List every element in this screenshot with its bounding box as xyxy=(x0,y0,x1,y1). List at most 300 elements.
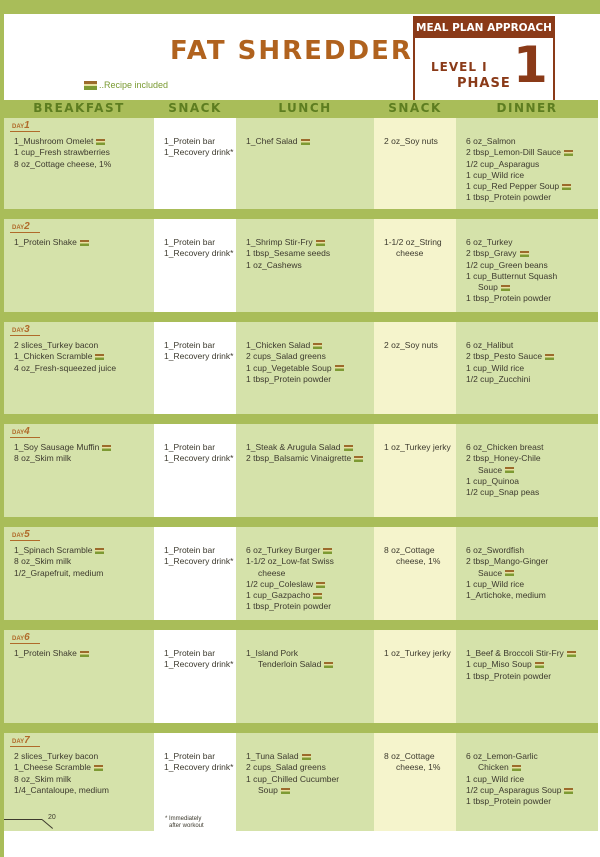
meal-item-list xyxy=(164,648,233,671)
meal-item-text: 1/2 cup_Green beans xyxy=(466,259,548,270)
day-label xyxy=(12,324,30,335)
meal-item-text: 1_Recovery drink* xyxy=(164,659,234,670)
meal-item xyxy=(246,579,334,590)
day-1-snack-2-cell xyxy=(374,118,456,216)
meal-item-list xyxy=(384,237,442,260)
meal-item-text: 2 tbsp_Lemon-Dill Sauce xyxy=(466,147,561,158)
meal-item-text: 1_Protein bar xyxy=(164,545,216,555)
day-4-lunch-cell xyxy=(236,424,374,522)
meal-item xyxy=(466,487,544,498)
meal-item-list xyxy=(164,545,233,568)
meal-item xyxy=(466,648,576,659)
meal-item xyxy=(246,659,333,670)
meal-item xyxy=(164,136,233,147)
meal-item-text: 1 cup_Red Pepper Soup xyxy=(466,181,560,192)
meal-item-text: 1 tbsp_Protein powder xyxy=(466,670,552,681)
day-5-snack-2-cell xyxy=(374,527,456,625)
meal-item xyxy=(164,556,233,567)
meal-item-text: 6 oz_Salmon xyxy=(466,136,516,146)
meal-item-text: 1 oz_Turkey jerky xyxy=(384,648,451,658)
recipe-icon xyxy=(316,582,325,588)
recipe-icon xyxy=(564,150,573,156)
page-number: 20 xyxy=(48,814,56,821)
recipe-icon xyxy=(323,548,332,554)
recipe-icon xyxy=(281,788,290,794)
day-word: DAY xyxy=(12,328,25,334)
day-number: 7 xyxy=(24,735,30,746)
meal-item xyxy=(164,648,233,659)
meal-item xyxy=(164,147,233,158)
day-2-snack-2-cell xyxy=(374,219,456,317)
meal-item-text: 4 oz_Fresh-squeezed juice xyxy=(14,362,117,373)
day-number: 6 xyxy=(24,632,30,643)
badge-phase: PHASE xyxy=(457,76,511,91)
meal-item-text: 2 cups_Salad greens xyxy=(246,351,326,362)
recipe-icon xyxy=(354,456,363,462)
day-number: 4 xyxy=(24,426,30,437)
meal-item xyxy=(466,260,557,271)
meal-item-list xyxy=(384,340,438,351)
top-accent-bar xyxy=(0,0,600,14)
meal-item xyxy=(14,545,104,556)
day-word: DAY xyxy=(12,124,25,130)
meal-item-text: 1_Recovery drink* xyxy=(164,248,234,259)
day-number: 2 xyxy=(24,221,30,232)
meal-item xyxy=(466,465,544,476)
meal-item-text: 1 cup_Wild rice xyxy=(466,773,525,784)
recipe-legend-label: ..Recipe included xyxy=(99,80,169,90)
meal-item-list xyxy=(384,648,451,659)
day-label-rule xyxy=(10,746,40,747)
meal-item xyxy=(384,751,440,762)
meal-item xyxy=(246,260,330,271)
meal-item xyxy=(164,248,233,259)
meal-item-list xyxy=(466,545,548,601)
day-4-snack-2-cell xyxy=(374,424,456,522)
meal-item xyxy=(384,762,440,773)
meal-item xyxy=(466,590,548,601)
meal-item xyxy=(164,340,233,351)
meal-item xyxy=(466,762,573,773)
meal-item-text: 1 cup_Chilled Cucumber xyxy=(246,773,340,784)
meal-item-text: 8 oz_Skim milk xyxy=(14,556,72,567)
meal-item-text: 8 oz_Cottage cheese, 1% xyxy=(14,158,112,169)
meal-item-text: 1/2 cup_Asparagus Soup xyxy=(466,784,562,795)
meal-item-text: 1_Protein bar xyxy=(164,340,216,350)
meal-item-list xyxy=(164,751,233,774)
day-number: 3 xyxy=(24,324,30,335)
meal-item-text: cheese xyxy=(258,567,286,578)
meal-item-list xyxy=(246,545,334,613)
day-7-snack-2-cell xyxy=(374,733,456,831)
recipe-icon xyxy=(96,139,105,145)
meal-item xyxy=(246,751,339,762)
day-word: DAY xyxy=(12,225,25,231)
recipe-icon xyxy=(564,788,573,794)
recipe-icon xyxy=(501,285,510,291)
meal-item xyxy=(466,556,548,567)
meal-item-text: 6 oz_Turkey xyxy=(466,237,513,247)
row-separator xyxy=(4,517,598,527)
meal-item xyxy=(466,671,576,682)
meal-item xyxy=(246,442,363,453)
recipe-icon xyxy=(505,467,514,473)
meal-item xyxy=(164,351,233,362)
meal-item-list xyxy=(14,442,111,465)
meal-item xyxy=(14,136,111,147)
recipe-icon xyxy=(313,593,322,599)
meal-item-list xyxy=(384,136,438,147)
meal-item xyxy=(14,159,111,170)
meal-item-text: 1 oz_Turkey jerky xyxy=(384,442,451,452)
meal-item-text: 1 tbsp_Protein powder xyxy=(246,601,332,612)
meal-item xyxy=(246,363,344,374)
day-3-snack-2-cell xyxy=(374,322,456,420)
meal-item xyxy=(246,785,339,796)
meal-item xyxy=(384,248,442,259)
day-4-breakfast-cell xyxy=(4,424,154,522)
meal-item xyxy=(164,545,233,556)
meal-item xyxy=(466,282,557,293)
meal-item xyxy=(466,374,554,385)
phase-badge xyxy=(413,16,555,102)
recipe-icon xyxy=(562,184,571,190)
meal-item-text: 1-1/2 oz_Low-fat Swiss xyxy=(246,556,334,567)
day-label xyxy=(12,221,30,232)
meal-item-list xyxy=(246,237,330,271)
recipe-icon xyxy=(512,765,521,771)
meal-item xyxy=(164,762,233,773)
meal-item xyxy=(14,762,109,773)
day-label xyxy=(12,632,30,643)
meal-item-text: 1_Tuna Salad xyxy=(246,751,299,761)
meal-item-list xyxy=(246,648,333,671)
meal-item-text: Soup xyxy=(478,282,498,293)
recipe-icon xyxy=(545,354,554,360)
meal-item-text: cheese, 1% xyxy=(396,762,441,773)
meal-item-text: 1/2 cup_Snap peas xyxy=(466,487,540,498)
recipe-icon xyxy=(313,343,322,349)
row-separator xyxy=(4,620,598,630)
column-header-snack-2: SNACK xyxy=(388,101,442,115)
day-2-breakfast-cell xyxy=(4,219,154,317)
badge-phase-number: 1 xyxy=(513,36,548,94)
meal-item-list xyxy=(14,751,109,796)
meal-item xyxy=(466,271,557,282)
recipe-icon xyxy=(94,765,103,771)
meal-item xyxy=(466,785,573,796)
meal-item xyxy=(246,568,334,579)
meal-item-list xyxy=(246,136,310,147)
meal-item xyxy=(466,147,573,158)
meal-item-text: 1 cup_Fresh strawberries xyxy=(14,147,110,158)
recipe-icon xyxy=(80,651,89,657)
meal-item xyxy=(246,248,330,259)
meal-item-text: 8 oz_Cottage xyxy=(384,545,435,555)
meal-item-list xyxy=(384,751,440,774)
meal-item xyxy=(466,796,573,807)
meal-item xyxy=(246,351,344,362)
row-separator xyxy=(4,312,598,322)
recipe-icon xyxy=(301,139,310,145)
day-1-snack-1-cell xyxy=(154,118,236,216)
meal-item-text: 6 oz_Lemon-Garlic xyxy=(466,751,538,761)
meal-item-list xyxy=(14,237,89,248)
meal-item xyxy=(466,751,573,762)
meal-item xyxy=(384,556,440,567)
meal-item xyxy=(384,442,451,453)
meal-item-text: 2 oz_Soy nuts xyxy=(384,340,438,350)
day-label-rule xyxy=(10,335,40,336)
meal-item xyxy=(164,237,233,248)
meal-item-text: 8 oz_Skim milk xyxy=(14,453,72,464)
meal-item xyxy=(14,237,89,248)
meal-item-text: 1/4_Cantaloupe, medium xyxy=(14,784,109,795)
meal-item-list xyxy=(164,237,233,260)
day-label-rule xyxy=(10,643,40,644)
meal-item xyxy=(466,293,557,304)
meal-item xyxy=(466,659,576,670)
meal-item xyxy=(246,590,334,601)
meal-item xyxy=(466,774,573,785)
meal-item-text: 6 oz_Chicken breast xyxy=(466,442,544,452)
meal-item xyxy=(466,248,557,259)
recipe-icon xyxy=(102,445,111,451)
meal-item xyxy=(384,648,451,659)
meal-item xyxy=(466,192,573,203)
meal-item xyxy=(466,159,573,170)
meal-item xyxy=(466,453,544,464)
meal-item-list xyxy=(164,136,233,159)
meal-item-text: 2 slices_Turkey bacon xyxy=(14,751,99,761)
day-number: 5 xyxy=(24,529,30,540)
meal-item-text: 1_Protein bar xyxy=(164,442,216,452)
meal-item-list xyxy=(14,545,104,579)
meal-item-list xyxy=(466,751,573,807)
meal-item-text: cheese, 1% xyxy=(396,556,441,567)
meal-item xyxy=(466,545,548,556)
meal-item xyxy=(466,476,544,487)
day-label-rule xyxy=(10,232,40,233)
meal-item-text: 1 tbsp_Sesame seeds xyxy=(246,248,331,259)
recipe-icon xyxy=(95,548,104,554)
meal-item-text: 2 tbsp_Pesto Sauce xyxy=(466,351,543,362)
meal-item xyxy=(246,774,339,785)
day-1-lunch-cell xyxy=(236,118,374,216)
meal-item xyxy=(466,136,573,147)
meal-item-text: 1_Spinach Scramble xyxy=(14,545,93,555)
meal-item-list xyxy=(466,648,576,682)
meal-item-text: Sauce xyxy=(478,464,503,475)
meal-item xyxy=(246,340,344,351)
meal-item-text: 8 oz_Skim milk xyxy=(14,773,72,784)
meal-item xyxy=(246,453,363,464)
meal-item-text: 1 cup_Butternut Squash xyxy=(466,270,558,281)
meal-item xyxy=(164,751,233,762)
meal-item xyxy=(246,237,330,248)
meal-item xyxy=(164,453,233,464)
recipe-icon xyxy=(95,354,104,360)
meal-item xyxy=(466,340,554,351)
meal-item xyxy=(14,751,109,762)
meal-item-text: 1_Recovery drink* xyxy=(164,453,234,464)
meal-item-text: 1_Protein bar xyxy=(164,751,216,761)
day-3-snack-1-cell xyxy=(154,322,236,420)
meal-item-text: 1_Soy Sausage Muffin xyxy=(14,442,100,452)
meal-item xyxy=(14,147,111,158)
recipe-icon xyxy=(344,445,353,451)
meal-item-text: 1_Island Pork xyxy=(246,648,298,658)
meal-item xyxy=(246,601,334,612)
meal-item-list xyxy=(466,442,544,498)
recipe-legend xyxy=(84,80,168,90)
meal-item xyxy=(14,568,104,579)
meal-item-list xyxy=(466,340,554,385)
meal-item-text: 1 cup_Wild rice xyxy=(466,362,525,373)
meal-item-text: 1/2 cup_Coleslaw xyxy=(246,578,314,589)
meal-item xyxy=(14,785,109,796)
meal-item-text: Soup xyxy=(258,784,278,795)
meal-item-list xyxy=(246,442,363,465)
meal-item-text: 1-1/2 oz_String xyxy=(384,237,442,247)
meal-item-list xyxy=(14,340,116,374)
meal-item xyxy=(246,762,339,773)
meal-item-list xyxy=(466,136,573,204)
meal-item xyxy=(466,181,573,192)
meal-item-text: 1 tbsp_Protein powder xyxy=(466,192,552,203)
meal-item xyxy=(14,774,109,785)
meal-item-text: 1_Protein Shake xyxy=(14,648,77,658)
day-label xyxy=(12,120,30,131)
meal-item xyxy=(246,556,334,567)
column-header-dinner: DINNER xyxy=(496,101,558,115)
meal-item-text: 8 oz_Cottage xyxy=(384,751,435,761)
meal-item-text: 1 cup_Quinoa xyxy=(466,475,519,486)
meal-item xyxy=(14,340,116,351)
meal-item-text: 2 tbsp_Honey-Chile xyxy=(466,453,541,464)
badge-level: LEVEL I xyxy=(431,60,488,74)
meal-item-text: 1_Mushroom Omelet xyxy=(14,136,94,146)
row-separator xyxy=(4,414,598,424)
meal-item-text: 6 oz_Turkey Burger xyxy=(246,545,321,555)
meal-item-text: 1_Protein Shake xyxy=(14,237,77,247)
meal-item xyxy=(466,363,554,374)
meal-item-text: 1_Recovery drink* xyxy=(164,556,234,567)
recipe-icon xyxy=(535,662,544,668)
recipe-icon xyxy=(335,365,344,371)
meal-item-text: 1/2 cup_Asparagus xyxy=(466,158,540,169)
recipe-icon xyxy=(324,662,333,668)
day-label xyxy=(12,529,30,540)
meal-item xyxy=(246,136,310,147)
meal-item xyxy=(466,170,573,181)
meal-item xyxy=(466,237,557,248)
meal-item-text: 1 tbsp_Protein powder xyxy=(466,293,552,304)
meal-item xyxy=(384,340,438,351)
meal-item xyxy=(246,545,334,556)
day-word: DAY xyxy=(12,739,25,745)
footnote xyxy=(165,816,204,830)
day-number: 1 xyxy=(24,120,30,131)
day-6-breakfast-cell xyxy=(4,630,154,728)
day-4-snack-1-cell xyxy=(154,424,236,522)
row-separator xyxy=(4,723,598,733)
meal-item-text: 2 oz_Soy nuts xyxy=(384,136,438,146)
page-rule xyxy=(4,819,42,820)
badge-header: MEAL PLAN APPROACH xyxy=(415,18,553,38)
meal-item xyxy=(466,351,554,362)
meal-item-text: 1/2_Grapefruit, medium xyxy=(14,567,104,578)
meal-item xyxy=(14,648,89,659)
meal-item-list xyxy=(14,648,89,659)
meal-item-text: 1_Protein bar xyxy=(164,136,216,146)
day-label-rule xyxy=(10,437,40,438)
meal-item-text: 1_Recovery drink* xyxy=(164,762,234,773)
meal-item-text: 2 tbsp_Balsamic Vinaigrette xyxy=(246,453,352,464)
day-label-rule xyxy=(10,540,40,541)
recipe-icon xyxy=(316,240,325,246)
recipe-icon xyxy=(567,651,576,657)
meal-item xyxy=(466,442,544,453)
meal-item xyxy=(246,374,344,385)
day-word: DAY xyxy=(12,533,25,539)
meal-item xyxy=(14,442,111,453)
row-separator xyxy=(4,209,598,219)
meal-item-text: 1_Steak & Arugula Salad xyxy=(246,442,341,452)
day-label-rule xyxy=(10,131,40,132)
recipe-icon xyxy=(520,251,529,257)
meal-item xyxy=(14,351,116,362)
meal-item xyxy=(384,545,440,556)
meal-item-text: 2 cups_Salad greens xyxy=(246,762,326,773)
meal-item-text: 1_Protein bar xyxy=(164,648,216,658)
meal-item-text: 1_Artichoke, medium xyxy=(466,590,546,601)
meal-item-text: 6 oz_Halibut xyxy=(466,340,514,350)
meal-item-text: 2 tbsp_Mango-Ginger xyxy=(466,556,549,567)
day-label xyxy=(12,426,30,437)
meal-item-list xyxy=(164,442,233,465)
meal-item-text: 1 cup_Wild rice xyxy=(466,578,525,589)
meal-item-text: 1_Cheese Scramble xyxy=(14,762,92,773)
recipe-icon xyxy=(80,240,89,246)
recipe-icon xyxy=(302,754,311,760)
meal-item-list xyxy=(384,545,440,568)
day-2-snack-1-cell xyxy=(154,219,236,317)
meal-item-text: 1_Recovery drink* xyxy=(164,351,234,362)
footnote-line-2: after workout xyxy=(169,823,204,829)
meal-item xyxy=(164,659,233,670)
column-header-breakfast: BREAKFAST xyxy=(33,101,125,115)
meal-item xyxy=(246,648,333,659)
meal-item-text: 1_Chef Salad xyxy=(246,136,298,146)
meal-item-text: 1 cup_Gazpacho xyxy=(246,590,311,601)
day-word: DAY xyxy=(12,430,25,436)
day-word: DAY xyxy=(12,636,25,642)
meal-item-list xyxy=(384,442,451,453)
meal-item-list xyxy=(246,340,344,385)
meal-item xyxy=(384,237,442,248)
page-title: FAT SHREDDER xyxy=(170,36,413,66)
meal-item-text: 1 cup_Vegetable Soup xyxy=(246,362,332,373)
meal-item-text: 1 cup_Wild rice xyxy=(466,169,525,180)
meal-item-text: 1_Protein bar xyxy=(164,237,216,247)
meal-item-list xyxy=(246,751,339,796)
meal-item-text: 2 tbsp_Gravy xyxy=(466,248,517,259)
recipe-icon xyxy=(84,81,97,90)
day-6-snack-1-cell xyxy=(154,630,236,728)
meal-item xyxy=(164,442,233,453)
meal-item-text: 1 tbsp_Protein powder xyxy=(466,796,552,807)
